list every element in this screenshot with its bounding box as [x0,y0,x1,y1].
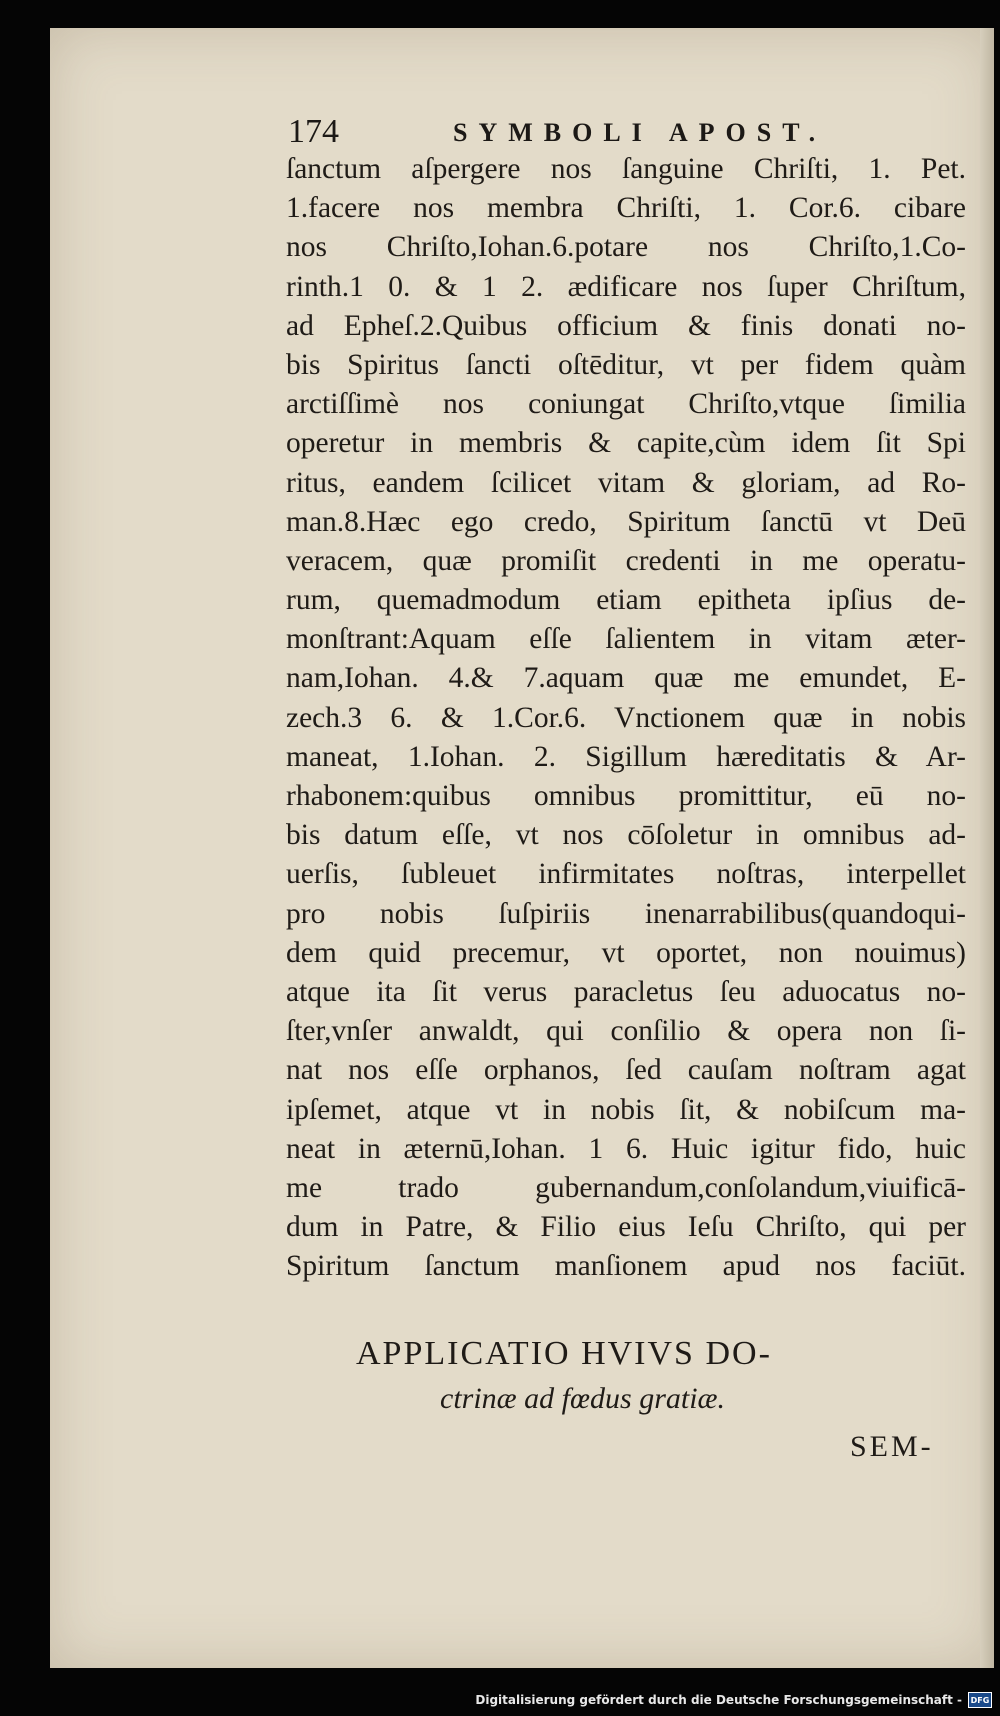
text-line: nos Chriſto,Iohan.6.potare nos Chriſto,1.Co- [286,231,966,264]
text-line: pro nobis ſuſpiriis inenarrabilibus(quandoqui- [286,897,966,930]
text-line: atque ita ſit verus paracletus ſeu aduocatus no- [286,975,966,1008]
text-line: dem quid precemur, vt oportet, non nouimus) [286,936,966,969]
dfg-footer [475,1688,992,1712]
page-number: 174 [288,113,339,150]
body-text [286,150,966,1286]
text-line: nat nos eſſe orphanos, ſed cauſam noſtram agat [286,1054,966,1087]
text-line: bis datum eſſe, vt nos cōſoletur in omnibus ad- [286,819,966,852]
text-line: ipſemet, atque vt in nobis ſit, & nobiſcum ma- [286,1093,966,1126]
text-line: ſter,vnſer anwaldt, qui conſilio & opera non ſi- [286,1015,966,1048]
text-line: Spiritum ſanctum manſionem apud nos faciūt. [286,1250,966,1283]
text-line: maneat, 1.Iohan. 2. Sigillum hæreditatis & Ar- [286,740,966,773]
text-line: me trado gubernandum,conſolandum,viuificā- [286,1171,966,1204]
text-line: ſanctum aſpergere nos ſanguine Chriſti, 1. Pet. [286,153,966,185]
text-line: rhabonem:quibus omnibus promittitur, eū no- [286,780,966,812]
text-line: 1.facere nos membra Chriſti, 1. Cor.6. cibare [286,192,966,225]
text-line: veracem, quæ promiſit credenti in me operatu- [286,544,966,577]
dfg-logo-icon: DFG [968,1692,992,1708]
running-head: SYMBOLI APOST. [453,118,827,147]
page-edge [980,28,994,1668]
text-line: uerſis, ſubleuet infirmitates noſtras, interpellet [286,858,966,891]
catchword: SEM- [850,1430,934,1463]
section-heading: APPLICATIO HVIVS DO- [356,1335,772,1372]
text-line: ad Epheſ.2.Quibus officium & finis donati no- [286,309,966,342]
text-line: neat in æternū,Iohan. 1 6. Huic igitur fido, huic [286,1132,966,1165]
text-line: ritus, eandem ſcilicet vitam & gloriam, ad Ro- [286,466,966,499]
text-line: man.8.Hæc ego credo, Spiritum ſanctū vt Deū [286,505,966,538]
text-line: monſtrant:Aquam eſſe ſalientem in vitam æter- [286,623,966,656]
text-line: dum in Patre, & Filio eius Ieſu Chriſto, qui per [286,1211,966,1244]
dfg-footer-text: Digitalisierung gefördert durch die Deutsche Forschungsgemeinschaft - [475,1693,962,1707]
text-line: nam,Iohan. 4.& 7.aquam quæ me emundet, E- [286,662,966,695]
text-line: rum, quemadmodum etiam epitheta ipſius de- [286,584,966,617]
text-line: bis Spiritus ſancti oſtēditur, vt per fidem quàm [286,348,966,381]
text-line: operetur in membris & capite,cùm idem ſit Spi [286,427,966,460]
text-line: zech.3 6. & 1.Cor.6. Vnctionem quæ in nobis [286,701,966,734]
text-line: arctiſſimè nos coniungat Chriſto,vtque ſimilia [286,388,966,421]
section-subheading: ctrinæ ad fœdus gratiæ. [440,1382,726,1415]
text-line: rinth.1 0. & 1 2. ædificare nos ſuper Chriſtum, [286,270,966,303]
